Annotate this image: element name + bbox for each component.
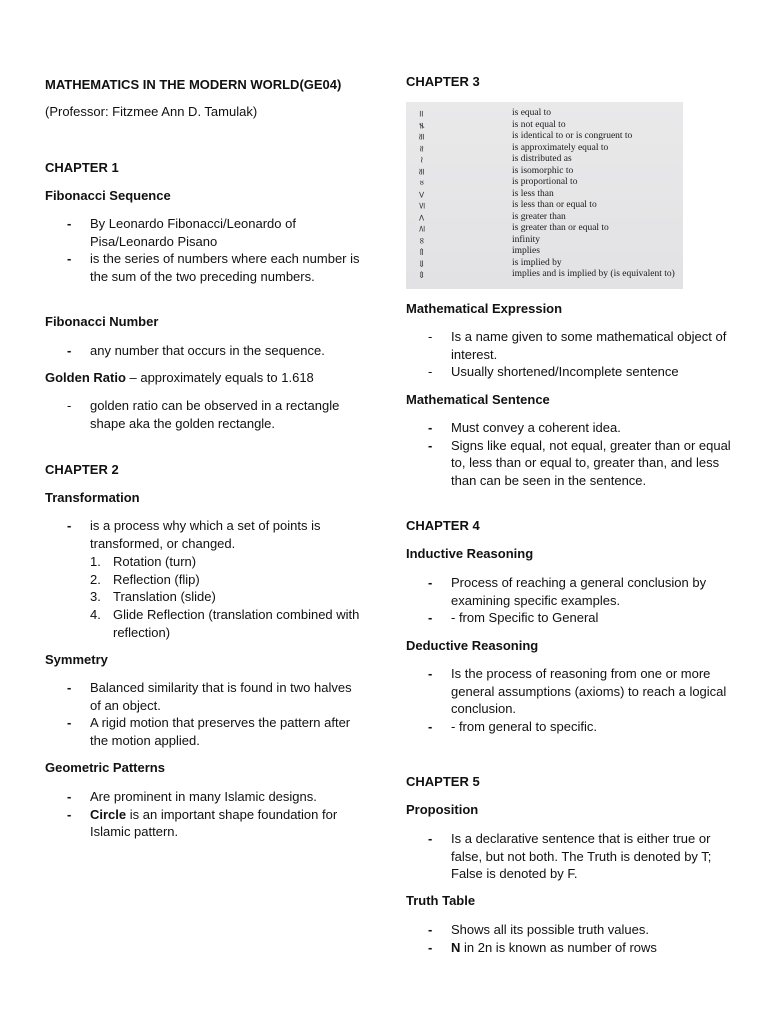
list-item: - - from Specific to General (428, 610, 599, 626)
chapter-1-heading: CHAPTER 1 (45, 160, 119, 175)
list-item: - Is a name given to some mathematical object of interest. (428, 329, 727, 362)
list-item: - Process of reaching a general conclusion by examining specific examples. (428, 575, 707, 608)
list-item: - - from general to specific. (428, 719, 597, 735)
symbol-glyph: ⇐ (417, 259, 428, 268)
symbol-meaning: is isomorphic to (512, 165, 574, 176)
inductive-reasoning-list (406, 574, 731, 627)
list-item: - By Leonardo Fibonacci/Leonardo of Pisa/Leonardo Pisano (67, 216, 296, 249)
list-item: - Signs like equal, not equal, greater than or equal to, less than or equal to, greater than, and less than can be seen in the sentence. (428, 437, 731, 489)
meaning-column (512, 108, 675, 281)
list-item: - Balanced similarity that is found in two halves of an object. (67, 680, 352, 713)
transformation-list (45, 517, 365, 552)
symbol-glyph: ⇒ (417, 247, 428, 256)
chapter-4-heading: CHAPTER 4 (406, 518, 480, 533)
symbol-meaning: is less than (512, 188, 554, 199)
list-item: 1. Rotation (turn) (90, 554, 197, 569)
inductive-reasoning-heading: Inductive Reasoning (406, 546, 534, 561)
list-item: 4. Glide Reflection (translation combined with reflection) (90, 607, 360, 640)
golden-ratio-list (45, 397, 365, 432)
list-item: - Are prominent in many Islamic designs. (67, 789, 317, 804)
fibonacci-number-list (45, 342, 365, 360)
symbol-meaning: is not equal to (512, 119, 566, 130)
symbol-meaning: infinity (512, 234, 540, 245)
mathematical-sentence-list (406, 419, 731, 490)
fibonacci-number-heading: Fibonacci Number (45, 314, 159, 329)
list-item: - A rigid motion that preserves the pattern after the motion applied. (67, 715, 351, 749)
list-item: - Usually shortened/Incomplete sentence (428, 364, 679, 380)
symbol-meaning: is equal to (512, 108, 552, 118)
proposition-list (406, 830, 731, 883)
symbol-glyph: ≠ (417, 121, 428, 130)
symbol-glyph: ≥ (417, 224, 428, 233)
symbol-glyph: ∞ (417, 236, 428, 244)
symbol-glyph: < (417, 190, 428, 199)
symbol-meaning: is greater than or equal to (512, 223, 609, 233)
symbol-glyph: ~ (417, 155, 428, 164)
professor-line: (Professor: Fitzmee Ann D. Tamulak) (45, 104, 258, 119)
list-item: 2. Reflection (flip) (90, 571, 200, 587)
list-item: - any number that occurs in the sequence. (67, 343, 325, 358)
list-item: - is a process why which a set of points is transformed, or changed. (67, 518, 321, 551)
truth-table-heading: Truth Table (406, 893, 476, 908)
deductive-reasoning-list (406, 665, 731, 736)
transformation-heading: Transformation (45, 490, 140, 505)
chapter-2-heading: CHAPTER 2 (45, 462, 119, 477)
truth-table-list (406, 921, 731, 956)
list-item: - Shows all its possible truth values. (428, 922, 649, 937)
geometric-patterns-heading: Geometric Patterns (45, 760, 165, 775)
deductive-reasoning-heading: Deductive Reasoning (406, 638, 539, 653)
fibonacci-sequence-heading: Fibonacci Sequence (45, 188, 171, 203)
symbol-glyph: ≅ (417, 167, 428, 176)
symbol-glyph: = (417, 109, 428, 118)
mathematical-expression-heading: Mathematical Expression (406, 301, 563, 316)
document-title: MATHEMATICS IN THE MODERN WORLD(GE04) (45, 77, 342, 92)
list-item: - Is a declarative sentence that is either true or false, but not both. The Truth is denoted by T; False is denoted by F. (428, 831, 712, 882)
list-item: 3. Translation (slide) (90, 589, 216, 605)
symbol-column (416, 108, 430, 281)
transformation-types-list (45, 553, 365, 642)
symbol-meaning: implies and is implied by (is equivalent to) (512, 269, 675, 279)
mathematical-expression-list (406, 328, 731, 381)
symmetry-heading: Symmetry (45, 652, 108, 667)
proposition-heading: Proposition (406, 802, 479, 817)
symbol-glyph: > (417, 213, 428, 222)
symbol-meaning: is proportional to (512, 177, 578, 187)
symbol-meaning: is greater than (512, 211, 566, 222)
symbol-glyph: ≤ (417, 201, 428, 210)
symbol-meaning: is approximately equal to (512, 142, 609, 153)
symbol-meaning: is less than or equal to (512, 200, 597, 210)
symbol-meaning: is identical to or is congruent to (512, 131, 633, 141)
golden-ratio-line: Golden Ratio – approximately equals to 1.618 (45, 370, 314, 385)
symbol-meaning: is distributed as (512, 154, 572, 164)
fibonacci-sequence-list (45, 215, 365, 286)
symbol-meaning: is implied by (512, 257, 562, 268)
symmetry-list (45, 679, 365, 750)
geometric-patterns-list (45, 788, 365, 841)
chapter-3-heading: CHAPTER 3 (406, 74, 480, 89)
symbol-glyph: ≅ (417, 132, 428, 141)
list-item: - golden ratio can be observed in a rectangle shape aka the golden rectangle. (67, 398, 340, 431)
symbol-glyph: ⇔ (417, 270, 428, 279)
mathematical-sentence-heading: Mathematical Sentence (406, 392, 550, 407)
symbol-glyph: ≈ (417, 144, 428, 153)
chapter-5-heading: CHAPTER 5 (406, 774, 480, 789)
list-item: - Must convey a coherent idea. (428, 420, 621, 435)
symbol-glyph: ∝ (417, 179, 428, 186)
list-item: - N in 2n is known as number of rows (428, 939, 657, 955)
symbol-meaning: implies (512, 246, 540, 256)
list-item: - Is the process of reasoning from one or more general assumptions (axioms) to reach a logical conclusion. (428, 666, 727, 717)
list-item: - Circle is an important shape foundation for Islamic pattern. (67, 806, 338, 840)
list-item: - is the series of numbers where each number is the sum of the two preceding numbers. (67, 251, 360, 285)
symbols-table-photo (406, 102, 683, 289)
